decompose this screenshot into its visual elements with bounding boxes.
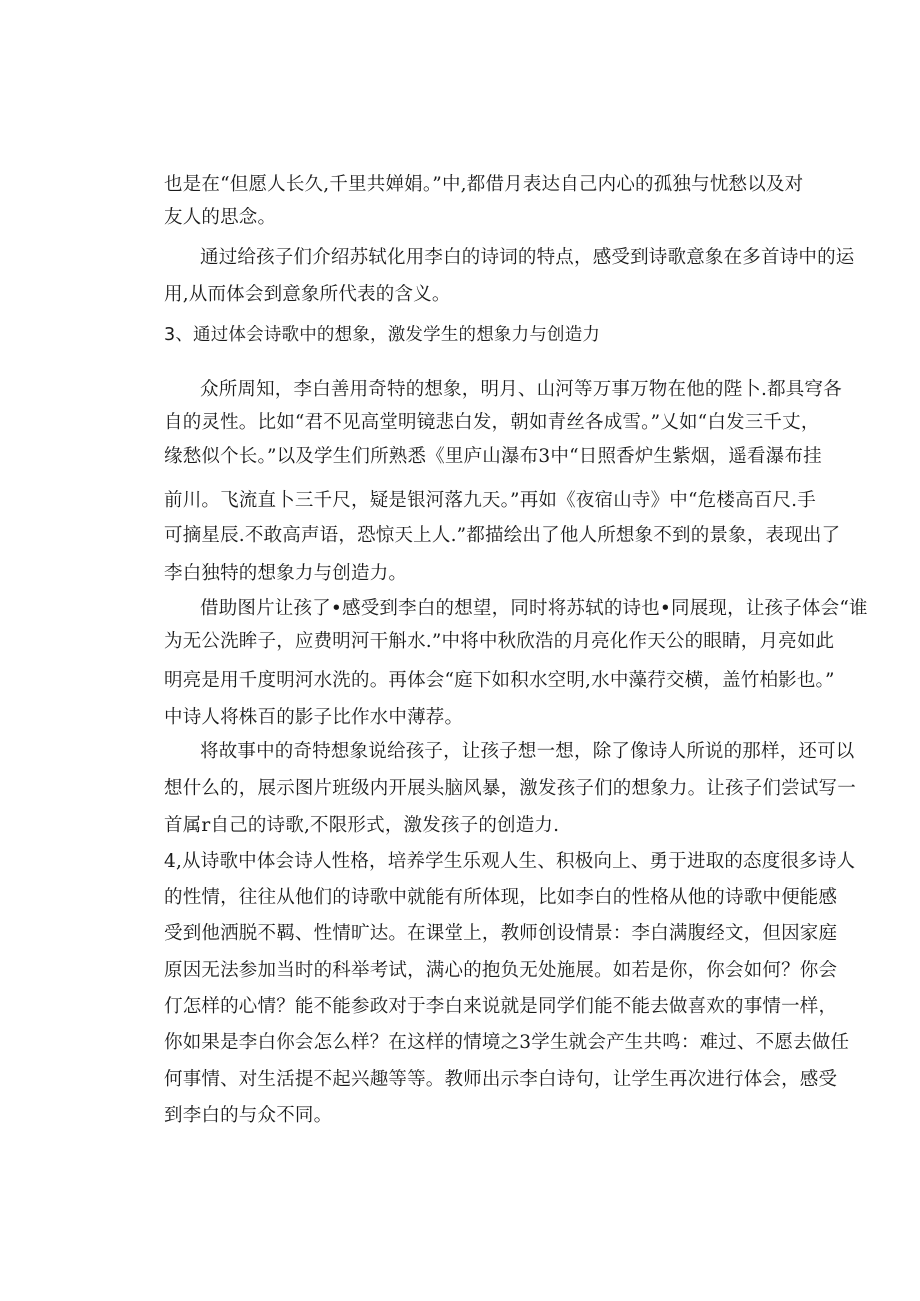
text-line: 借助图片让孩了•感受到李白的想望，同时将苏轼的诗也•同展现，让孩子体会“谁 bbox=[200, 598, 868, 619]
text-line: 4,从诗歌中体会诗人性格，培养学生乐观人生、积极向上、勇于进取的态度很多诗人 bbox=[164, 851, 856, 872]
text-line: 友人的思念。 bbox=[164, 207, 277, 228]
text-line: 到李白的与众不同。 bbox=[164, 1105, 333, 1126]
text-line: 原因无法参加当时的科举考试，满心的抱负无处施展。如若是你，你会如何？你会 bbox=[164, 960, 838, 981]
text-line: 的性情，往往从他们的诗歌中就能有所体现，比如李白的性格从他的诗歌中便能感 bbox=[164, 887, 838, 908]
section-heading: 3、通过体会诗歌中的想象，激发学生的想象力与创造力 bbox=[164, 325, 601, 345]
text-line: 首属r自己的诗歌,不限形式，激发孩子的创造力. bbox=[164, 815, 560, 836]
text-line: 李白独特的想象力与创造力。 bbox=[164, 563, 408, 584]
text-line: 用,从而体会到意象所代表的含义。 bbox=[164, 284, 451, 305]
text-line: 可摘星辰.不敢高声语，恐惊天上人.”都描绘出了他人所想象不到的景象，表现出了 bbox=[164, 525, 841, 546]
text-line: 缘愁似个长。”以及学生们所熟悉《里庐山瀑布3中“日照香炉生紫烟，遥看瀑布挂 bbox=[164, 446, 822, 467]
text-line: 仃怎样的心情？能不能参政对于李白来说就是同学们能不能去做喜欢的事情一样， bbox=[164, 996, 838, 1017]
text-line: 受到他洒脱不羁、性情旷达。在课堂上，教师创设情景：李白满腹经文，但因家庭 bbox=[164, 923, 838, 944]
text-line: 你如果是李白你会怎么样？在这样的情境之3学生就会产生共鸣：难过、不愿去做任 bbox=[164, 1032, 850, 1053]
text-line: 前川。飞流直卜三千尺，疑是银河落九天。”再如《夜宿山寺》中“危楼高百尺.手 bbox=[164, 490, 816, 511]
text-line: 众所周知，李白善用奇特的想象，明月、山河等万事万物在他的陛卜.都具穹各 bbox=[200, 379, 842, 400]
text-line: 将故事中的奇特想象说给孩子，让孩子想一想，除了像诗人所说的那样，还可以 bbox=[200, 741, 855, 762]
text-line: 为无公洗眸子，应费明河干斛水.”中将中秋欣浩的月亮化作天公的眼睛，月亮如此 bbox=[164, 631, 835, 652]
text-line: 何事情、对生活提不起兴趣等等。教师出示李白诗句，让学生再次进行体会，感受 bbox=[164, 1069, 838, 1090]
text-line: 通过给孩子们介绍苏轼化用李白的诗词的特点，感受到诗歌意象在多首诗中的运 bbox=[200, 247, 855, 268]
text-line: 也是在“但愿人长久,千里共婵娟。”中,都借月表达自己内心的孤独与忧愁以及对 bbox=[164, 174, 804, 195]
text-line: 想什么的，展示图片班级内开展头脑风暴，激发孩子们的想象力。让孩子们尝试写一 bbox=[164, 778, 856, 799]
text-line: 明亮是用千度明河水洗的。再体会“庭下如积水空明,水中藻荇交横，盖竹柏影也。” bbox=[164, 670, 835, 691]
text-line: 中诗人将株百的影子比作水中薄荐。 bbox=[164, 707, 464, 728]
text-line: 自的灵性。比如“君不见高堂明镜悲白发，朝如青丝各成雪。”乂如“白发三千丈， bbox=[164, 412, 820, 433]
